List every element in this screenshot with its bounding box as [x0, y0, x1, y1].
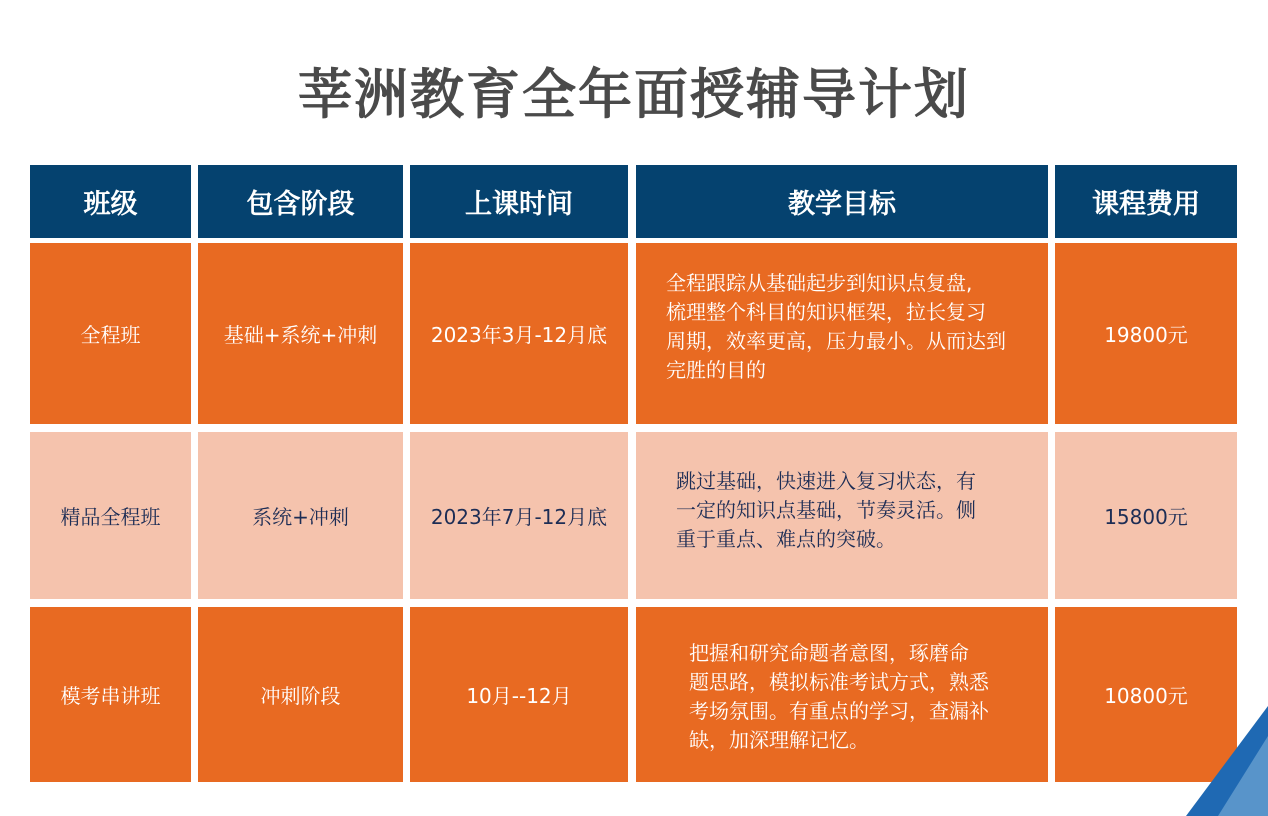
goal-line: 完胜的目的	[666, 357, 766, 382]
table-cell-time: 2023年7月-12月底	[410, 432, 628, 599]
page-title: 莘洲教育全年面授辅导计划	[298, 63, 970, 126]
table-cell-stage: 系统+冲刺	[198, 432, 403, 599]
corner-decoration	[1148, 696, 1268, 816]
table-cell-fee: 15800元	[1055, 432, 1237, 599]
table-cell-class: 精品全程班	[30, 432, 191, 599]
goal-text	[666, 269, 1006, 385]
table-cell-fee: 10800元	[1055, 607, 1237, 782]
header-stage: 包含阶段	[198, 165, 403, 238]
goal-line: 把握和研究命题者意图，琢磨命	[689, 640, 969, 665]
table-cell-class: 全程班	[30, 243, 191, 424]
goal-line: 全程跟踪从基础起步到知识点复盘,	[666, 270, 973, 295]
goal-line: 考场氛围。有重点的学习，查漏补	[689, 698, 989, 723]
goal-line: 缺，加深理解记忆。	[689, 727, 869, 752]
header-fee: 课程费用	[1055, 165, 1237, 238]
table-cell-stage: 冲刺阶段	[198, 607, 403, 782]
goal-line: 重于重点、难点的突破。	[676, 527, 896, 551]
table-cell-goal	[636, 607, 1048, 782]
header-time: 上课时间	[410, 165, 628, 238]
table-cell-goal	[636, 432, 1048, 599]
header-goal: 教学目标	[636, 165, 1048, 238]
goal-text	[689, 639, 989, 755]
table-cell-stage: 基础+系统+冲刺	[198, 243, 403, 424]
goal-line: 一定的知识点基础，节奏灵活。侧	[676, 498, 976, 522]
table-cell-time: 2023年3月-12月底	[410, 243, 628, 424]
header-class: 班级	[30, 165, 191, 238]
goal-line: 题思路，模拟标准考试方式，熟悉	[689, 669, 989, 694]
goal-line: 梳理整个科目的知识框架，拉长复习	[666, 299, 986, 324]
goal-line: 跳过基础，快速进入复习状态，有	[676, 469, 976, 493]
table-cell-fee: 19800元	[1055, 243, 1237, 424]
goal-text	[676, 467, 976, 554]
table-cell-time: 10月--12月	[410, 607, 628, 782]
table-cell-class: 模考串讲班	[30, 607, 191, 782]
goal-line: 周期，效率更高，压力最小。从而达到	[666, 328, 1006, 353]
table-cell-goal	[636, 243, 1048, 424]
